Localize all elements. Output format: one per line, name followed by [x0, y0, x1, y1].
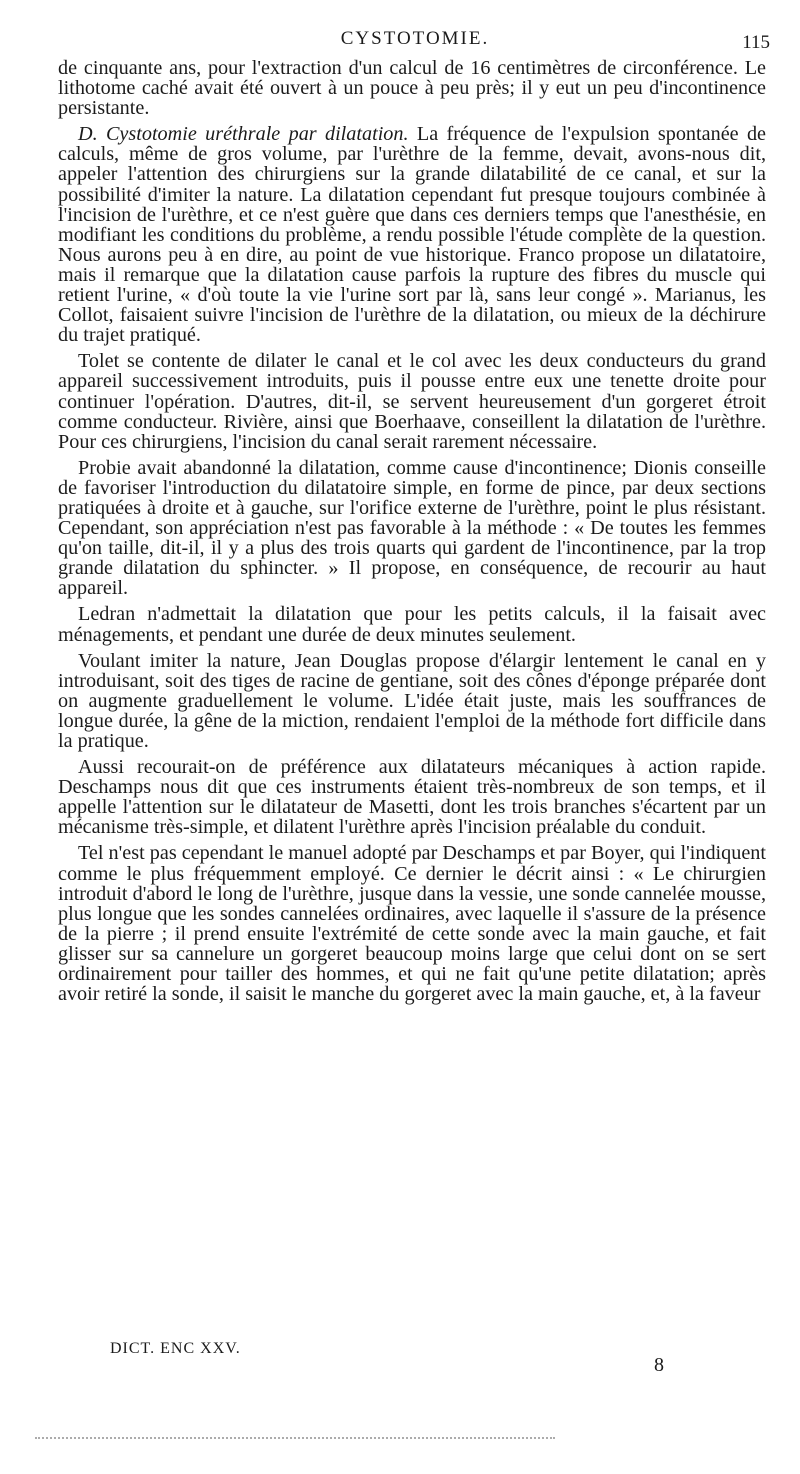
printer-signature: DICT. ENC XXV. — [110, 1340, 241, 1357]
scan-artifact-dotted-line — [35, 1437, 555, 1445]
running-title: CYSTOTOMIE. — [340, 28, 490, 49]
section-heading: D. Cystotomie uréthrale par dilatation. — [78, 123, 409, 146]
paragraph — [58, 651, 766, 751]
paragraph-text: Tolet se contente de dilater le canal et le col avec les deux conducteurs du grand appareil successivement introduits, puis il pousse entre eux une tenette droite pour continuer l'opération. D'autres, dit-il, se servent heureusement d'un gorgeret étroit comme conducteur. Rivière, ainsi que Boerhaave, conseillent la dilatation de l'urèthre. Pour ces chirurgiens, l'incision du canal serait rarement nécessaire. — [58, 350, 766, 453]
paragraph-text: de cinquante ans, pour l'extraction d'un calcul de 16 centimètres de circonférence. Le lithotome caché avait été ouvert à un pouce à peu près; il y eut un peu d'incontinence persistante. — [58, 57, 766, 120]
paragraph-text: Tel n'est pas cependant le manuel adopté par Deschamps et par Boyer, qui l'indiquent comme le plus fréquemment employé. Ce dernier le décrit ainsi : « Le chirurgien introduit d'abord le long de l'urèthre, jusque dans la vessie, une sonde cannelée mousse, plus longue que les sondes cannelées ordinaires, avec laquelle il s'assure de la présence de la pierre ; il prend ensuite l'extrémité de cette sonde avec la main gauche, et fait glisser sur sa cannelure un gorgeret beaucoup moins large que celui dont on se sert ordinairement pour tailler des hommes, et qui ne fait qu'une petite dilatation; après avoir retiré la sonde, il saisit le manche du gorgeret avec la main gauche, et, à la faveur — [58, 842, 766, 1006]
page-number: 115 — [742, 32, 770, 53]
paragraph — [58, 351, 766, 451]
paragraph-text: Probie avait abandonné la dilatation, comme cause d'incontinence; Dionis conseille de favoriser l'introduction du dilatatoire simple, en forme de pince, par deux sections pratiquées à droite et à gauche, sur l'orifice externe de l'urèthre, point le plus résistant. Cependant, son appréciation n'est pas favorable à la méthode : « De toutes les femmes qu'on taille, dit-il, il y a plus des trois quarts qui gardent de l'incontinence, par la trop grande dilatation du sphincter. » Il propose, en conséquence, de recourir au haut appareil. — [58, 456, 766, 600]
paragraph-text: Voulant imiter la nature, Jean Douglas propose d'élargir lentement le canal en y introduisant, soit des tiges de racine de gentiane, soit des cônes d'éponge préparée dont on augmente graduellement le volume. L'idée était juste, mais les souffrances de longue durée, la gêne de la miction, rendaient l'emploi de la méthode fort difficile dans la pratique. — [58, 649, 766, 752]
paragraph — [58, 604, 766, 644]
paragraph — [58, 843, 766, 1004]
paragraph-text: Ledran n'admettait la dilatation que pour les petits calculs, il la faisait avec ménagements, et pendant une durée de deux minutes seulement. — [58, 603, 766, 646]
page-footer — [60, 1340, 760, 1380]
paragraph-text: Aussi recourait-on de préférence aux dilatateurs mécaniques à action rapide. Deschamps nous dit que ces instruments étaient très-nombreux de son temps, et il appelle l'attention sur le dilatateur de Masetti, dont les trois branches s'écartent par un mécanisme très-simple, et dilatent l'urèthre après l'incision préalable du conduit. — [58, 756, 766, 839]
body-text — [58, 58, 766, 1004]
paragraph — [58, 124, 766, 345]
paragraph — [58, 58, 766, 118]
paragraph — [58, 458, 766, 599]
sheet-number: 8 — [654, 1354, 664, 1376]
page-header — [60, 28, 770, 56]
paragraph-text: La fréquence de l'expulsion spontanée de calculs, même de gros volume, par l'urèthre de la femme, devait, avons-nous dit, appeler l'attention des chirurgiens sur la grande dilatabilité de ce canal, et sur la possibilité d'imiter la nature. La dilatation cependant fut presque toujours combinée à l'incision de l'urèthre, et ce n'est guère que dans ces derniers temps que l'anesthésie, en modifiant les conditions du problème, a rendu possible l'étude complète de la question. Nous aurons peu à en dire, au point de vue historique. Franco propose un dilatatoire, mais il remarque que la dilatation cause parfois la rupture des fibres du muscle qui retient l'urine, « d'où toute la vie l'urine sort par là, sans leur congé ». Marianus, les Collot, faisaient suivre l'incision de l'urèthre de la dilatation, ou mieux de la déchirure du trajet pratiqué. — [58, 123, 766, 347]
paragraph — [58, 757, 766, 837]
